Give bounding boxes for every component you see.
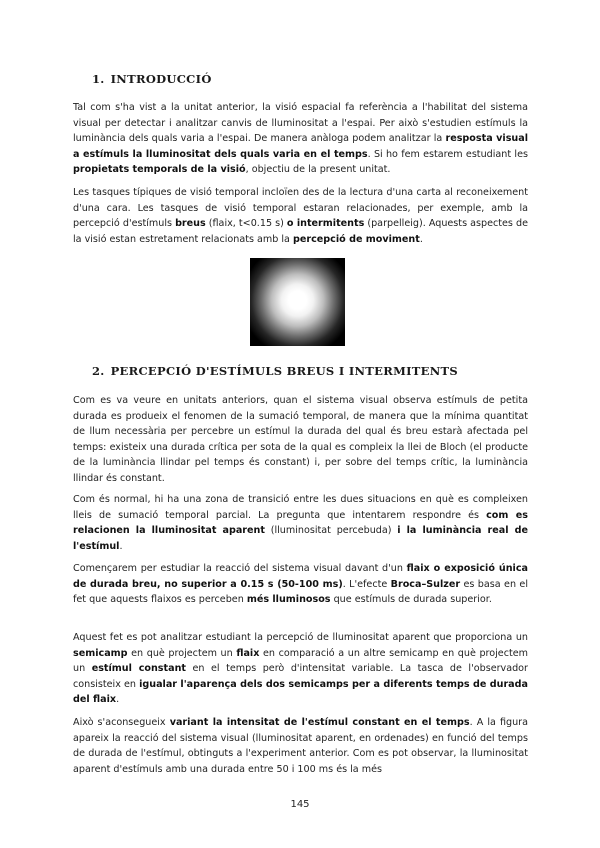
section-2-title: PERCEPCIÓ D'ESTÍMULS BREUS I INTERMITENTS	[110, 364, 458, 378]
text-run: en comparació a un altre semicamp en què projectem un	[73, 647, 528, 675]
perception-paragraph-5	[73, 715, 528, 777]
intro-paragraph-2	[73, 185, 528, 247]
text-run: (lluminositat percebuda)	[264, 525, 398, 537]
text-run: .	[119, 540, 123, 552]
text-run: Començarem per estudiar la reacció del sistema visual davant d'un	[73, 563, 407, 574]
text-run: . Si ho fem estarem estudiant les	[367, 148, 528, 160]
text-run: en què projectem un	[127, 647, 237, 659]
page-number: 145	[290, 799, 310, 810]
perception-paragraph-3	[73, 561, 528, 608]
text-run: . L'efecte	[342, 578, 391, 590]
text-run: Les tasques típiques de visió temporal incloïen des de la lectura d'una carta al reconeixement d'una cara. Les tasques de visió temporal estaran relacionades, per exemple, amb la percepció d'estímuls	[73, 187, 528, 230]
bold-run: resposta visual a estímuls la lluminositat dels quals varia en el temps	[73, 133, 528, 160]
bold-run: percepció de moviment	[293, 233, 420, 245]
bold-run: flaix o exposició única de durada breu, no superior a 0.15 s (50-100 ms)	[73, 563, 528, 590]
text-run: en el temps però d'intensitat variable. La tasca de l'observador consisteix en	[73, 663, 528, 690]
text-run: (parpelleig). Aquests aspectes de la visió estan estretament relacionats amb la	[73, 218, 528, 245]
text-run: es basa en el fet que aquests flaixos es perceben	[73, 578, 528, 606]
perception-paragraph-1: Com es va veure en unitats anteriors, quan el sistema visual observa estímuls de petita durada es produeix el fenomen de la sumació temporal, de manera que la mínima quantitat de llum necessària per percebre un estímul la durada del qual és breu estarà afectada pel temps: existeix una durada crítica per sota de la qual es compleix la llei de Bloch (el producte de la luminància llindar pel temps és constant) i, per sobre del temps crític, la luminància llindar és constant.	[73, 395, 528, 484]
text-run: Aquest fet es pot analitzar estudiant la percepció de lluminositat aparent que proporciona un	[73, 632, 528, 643]
bold-run: o intermitents	[286, 218, 365, 230]
section-2-heading	[92, 364, 458, 378]
intro-paragraph-1	[73, 100, 528, 178]
bold-run: igualar l'aparença dels dos semicamps per a diferents temps de durada del flaix	[73, 678, 529, 706]
perception-paragraph-4	[73, 630, 528, 708]
bold-run: flaix	[236, 647, 260, 659]
text-run: .	[116, 694, 120, 706]
text-run: que estímuls de durada superior.	[330, 594, 492, 606]
bold-run: propietats temporals de la visió	[73, 164, 246, 176]
text-run: . A la figura apareix la reacció del sistema visual (lluminositat aparent, en ordenades) en funció del temps de durada de l'estímul, obtinguts a l'experiment anterior. Com es pot observar, la lluminositat aparent d'estímuls amb una durada entre 50 i 100 ms és la més	[73, 717, 528, 775]
bold-run: variant la intensitat de l'estímul constant en el temps	[169, 717, 470, 728]
section-2-number: 2.	[92, 364, 105, 378]
bold-run: semicamp	[73, 647, 128, 659]
bold-run: més lluminosos	[246, 594, 331, 606]
text-run: .	[419, 233, 423, 245]
bold-run: estímul constant	[91, 663, 186, 675]
bold-run: Broca–Sulzer	[390, 578, 461, 590]
section-1-title: INTRODUCCIÓ	[110, 72, 212, 86]
text-run: , objectiu de la present unitat.	[245, 164, 391, 176]
bold-run: com es relacionen la lluminositat aparent	[73, 509, 528, 537]
text-run: Com és normal, hi ha una zona de transició entre les dues situacions en què es compleixen lleis de sumació temporal parcial. La pregunta que intentarem respondre és	[73, 494, 528, 521]
flash-stimulus-image	[250, 258, 345, 346]
text-run: Això s'aconsegueix	[73, 717, 170, 728]
section-1-number: 1.	[92, 72, 105, 86]
section-1-heading	[92, 72, 212, 86]
text-run: (flaix, t<0.15 s)	[205, 218, 287, 230]
text-run: Tal com s'ha vist a la unitat anterior, la visió espacial fa referència a l'habilitat del sistema visual per detectar i analitzar canvis de lluminositat a l'espai. Per això s'estudien estímuls la luminància dels quals varia a l'espai. De manera anàloga podem analitzar la	[73, 102, 528, 145]
bold-run: i la luminància real de l'estímul	[73, 525, 528, 552]
bold-run: breus	[175, 218, 206, 230]
perception-paragraph-2	[73, 492, 528, 554]
